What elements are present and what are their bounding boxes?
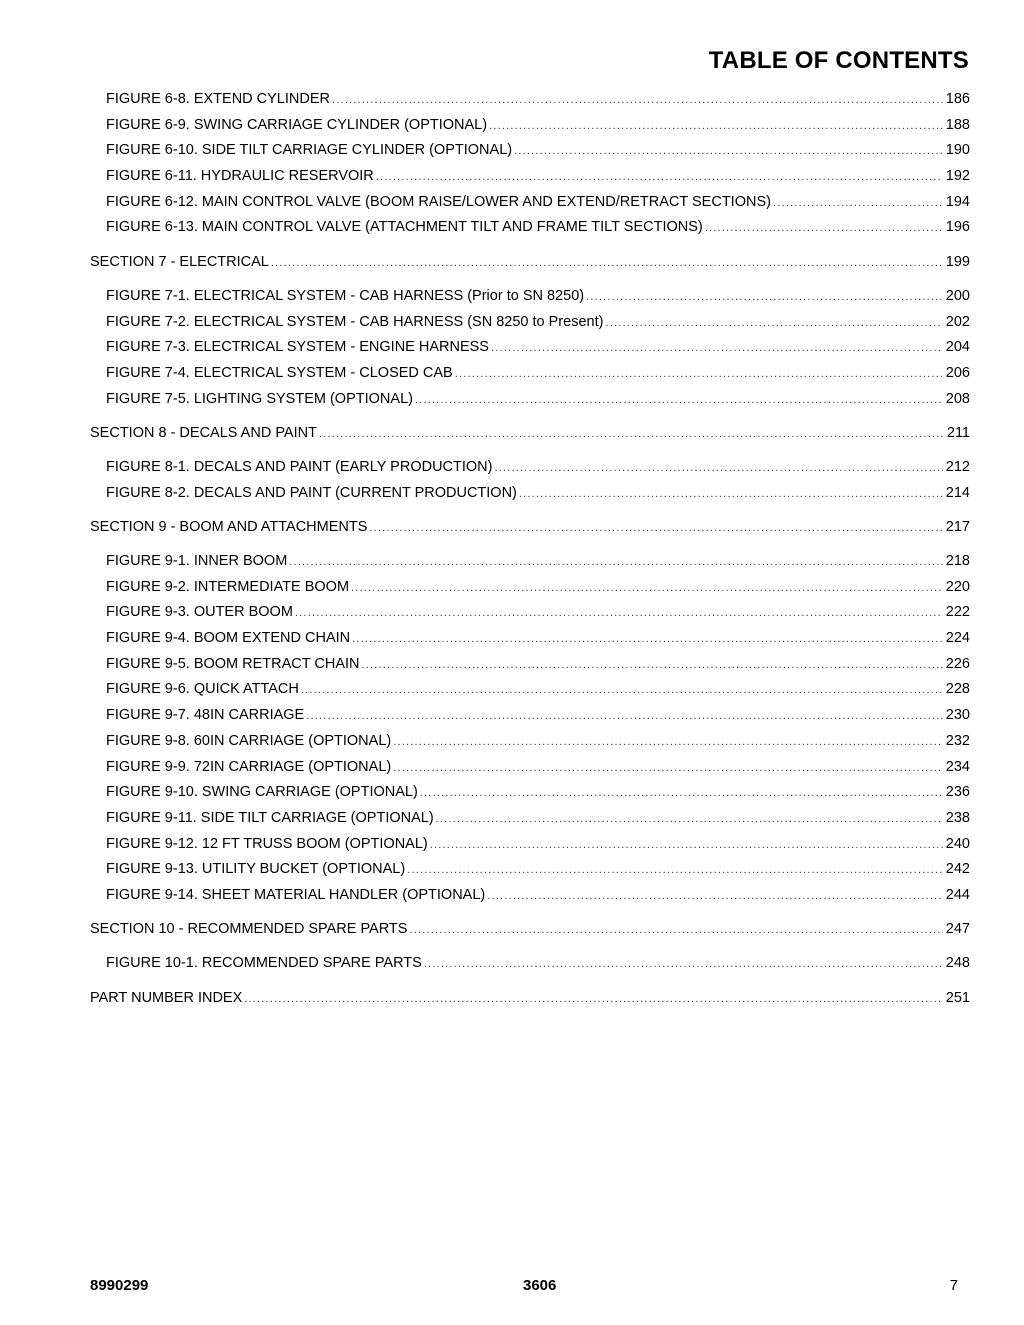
toc-section-entry[interactable] [90, 250, 970, 276]
toc-entry-label: FIGURE 9-3. OUTER BOOM [106, 604, 293, 621]
toc-entry-page: 202 [945, 313, 970, 330]
dot-leader [393, 756, 943, 782]
toc-entry-label: FIGURE 9-7. 48IN CARRIAGE [106, 707, 305, 724]
toc-entry-page: 186 [945, 91, 970, 107]
toc-entry-page: 251 [945, 989, 970, 1006]
toc-entry-label: FIGURE 6-8. EXTEND CYLINDER [106, 91, 330, 107]
toc-entry-page: 217 [945, 518, 970, 535]
toc-entry-label: FIGURE 9-10. SWING CARRIAGE (OPTIONAL) [106, 784, 418, 801]
toc-figure-entry[interactable] [90, 481, 970, 507]
footer-center-code: 3606 [523, 1277, 557, 1294]
dot-leader [352, 627, 943, 653]
toc-entry-label: FIGURE 7-5. LIGHTING SYSTEM (OPTIONAL) [106, 390, 413, 407]
toc-entry-page: 242 [945, 861, 970, 878]
toc-entry-label: FIGURE 8-1. DECALS AND PAINT (EARLY PRODUCTION) [106, 458, 493, 475]
toc-entry-label: FIGURE 9-13. UTILITY BUCKET (OPTIONAL) [106, 861, 406, 878]
dot-leader [376, 165, 943, 191]
toc-entry-page: 190 [945, 142, 970, 159]
toc-figure-entry[interactable] [90, 335, 970, 361]
dot-leader [319, 422, 944, 448]
dot-leader [455, 362, 943, 388]
toc-entry-page: 226 [945, 655, 970, 672]
toc-entry-page: 238 [945, 809, 970, 826]
dot-leader [773, 191, 943, 217]
toc-entry-label: FIGURE 10-1. RECOMMENDED SPARE PARTS [106, 955, 422, 972]
toc-entry-page: 222 [945, 604, 970, 621]
toc-figure-entry[interactable] [90, 190, 970, 216]
toc-entry-label: FIGURE 9-14. SHEET MATERIAL HANDLER (OPTIONAL) [106, 886, 486, 903]
dot-leader [332, 88, 943, 114]
toc-section-entry[interactable] [90, 421, 970, 447]
toc-figure-entry[interactable] [90, 832, 970, 858]
toc-entry-label: SECTION 10 - RECOMMENDED SPARE PARTS [90, 921, 408, 938]
dot-leader [295, 601, 943, 627]
toc-entry-label: PART NUMBER INDEX [90, 989, 243, 1006]
dot-leader [362, 653, 943, 679]
toc-entry-label: FIGURE 9-6. QUICK ATTACH [106, 681, 299, 698]
dot-leader [586, 285, 943, 311]
dot-leader [514, 139, 943, 165]
toc-figure-entry[interactable] [90, 755, 970, 781]
toc-figure-entry[interactable] [90, 361, 970, 387]
toc-figure-entry[interactable] [90, 780, 970, 806]
toc-entry-label: FIGURE 9-9. 72IN CARRIAGE (OPTIONAL) [106, 758, 392, 775]
toc-entry-page: 196 [945, 219, 970, 236]
dot-leader [289, 550, 943, 576]
toc-entry-page: 206 [945, 364, 970, 381]
toc-entry-label: FIGURE 6-10. SIDE TILT CARRIAGE CYLINDER (OPTIONAL) [106, 142, 513, 159]
toc-entry-page: 194 [945, 193, 970, 210]
dot-leader [705, 216, 943, 242]
toc-figure-entry[interactable] [90, 164, 970, 190]
dot-leader [244, 987, 943, 1013]
table-of-contents [90, 87, 970, 1011]
toc-figure-entry[interactable] [90, 455, 970, 481]
toc-figure-entry[interactable] [90, 951, 970, 977]
toc-entry-label: FIGURE 9-2. INTERMEDIATE BOOM [106, 578, 350, 595]
toc-figure-entry[interactable] [90, 729, 970, 755]
toc-entry-page: 212 [945, 458, 970, 475]
toc-entry-page: 211 [946, 424, 970, 441]
toc-entry-label: FIGURE 8-2. DECALS AND PAINT (CURRENT PRODUCTION) [106, 484, 517, 501]
toc-entry-label: FIGURE 7-1. ELECTRICAL SYSTEM - CAB HARNESS (Prior to SN 8250) [106, 287, 585, 304]
toc-section-entry[interactable] [90, 917, 970, 943]
toc-figure-entry[interactable] [90, 626, 970, 652]
toc-entry-page: 247 [945, 921, 970, 938]
toc-entry-page: 240 [945, 835, 970, 852]
toc-entry-label: FIGURE 9-11. SIDE TILT CARRIAGE (OPTIONAL) [106, 809, 434, 826]
dot-leader [351, 576, 943, 602]
toc-entry-page: 214 [945, 484, 970, 501]
toc-entry-label: FIGURE 9-8. 60IN CARRIAGE (OPTIONAL) [106, 732, 392, 749]
toc-entry-label: FIGURE 6-11. HYDRAULIC RESERVOIR [106, 168, 374, 185]
toc-entry-label: SECTION 9 - BOOM AND ATTACHMENTS [90, 518, 368, 535]
toc-entry-page: 200 [945, 287, 970, 304]
toc-figure-entry[interactable] [90, 113, 970, 139]
toc-section-entry[interactable] [90, 986, 970, 1012]
toc-entry-label: FIGURE 7-3. ELECTRICAL SYSTEM - ENGINE HARNESS [106, 339, 489, 356]
toc-figure-entry[interactable] [90, 703, 970, 729]
toc-entry-label: FIGURE 7-4. ELECTRICAL SYSTEM - CLOSED CAB [106, 364, 453, 381]
dot-leader [407, 858, 943, 884]
dot-leader [605, 311, 942, 337]
dot-leader [409, 918, 942, 944]
toc-entry-page: 244 [945, 886, 970, 903]
toc-figure-entry[interactable] [90, 87, 970, 113]
dot-leader [271, 251, 943, 277]
toc-entry-page: 204 [945, 339, 970, 356]
dot-leader [393, 730, 943, 756]
toc-figure-entry[interactable] [90, 284, 970, 310]
toc-figure-entry[interactable] [90, 857, 970, 883]
dot-leader [306, 704, 943, 730]
toc-entry-label: FIGURE 9-12. 12 FT TRUSS BOOM (OPTIONAL) [106, 835, 428, 852]
dot-leader [430, 833, 943, 859]
dot-leader [436, 807, 943, 833]
dot-leader [519, 482, 943, 508]
dot-leader [487, 884, 943, 910]
toc-figure-entry[interactable] [90, 677, 970, 703]
toc-entry-label: SECTION 8 - DECALS AND PAINT [90, 424, 317, 441]
toc-entry-page: 234 [945, 758, 970, 775]
toc-entry-page: 220 [945, 578, 970, 595]
toc-entry-page: 218 [945, 553, 970, 569]
toc-figure-entry[interactable] [90, 138, 970, 164]
footer-page-number: 7 [949, 1277, 958, 1294]
toc-entry-page: 199 [945, 253, 970, 270]
dot-leader [369, 516, 942, 542]
toc-entry-label: FIGURE 9-4. BOOM EXTEND CHAIN [106, 630, 351, 647]
dot-leader [420, 781, 943, 807]
dot-leader [489, 114, 943, 140]
toc-entry-label: FIGURE 6-9. SWING CARRIAGE CYLINDER (OPTIONAL) [106, 116, 488, 133]
toc-figure-entry[interactable] [90, 549, 970, 575]
toc-figure-entry[interactable] [90, 806, 970, 832]
toc-entry-label: FIGURE 6-12. MAIN CONTROL VALVE (BOOM RAISE/LOWER AND EXTEND/RETRACT SECTIONS) [106, 193, 771, 210]
toc-entry-label: FIGURE 6-13. MAIN CONTROL VALVE (ATTACHMENT TILT AND FRAME TILT SECTIONS) [106, 219, 703, 236]
toc-entry-page: 230 [945, 707, 970, 724]
toc-figure-entry[interactable] [90, 310, 970, 336]
toc-entry-label: FIGURE 9-5. BOOM RETRACT CHAIN [106, 655, 360, 672]
toc-entry-page: 188 [945, 116, 970, 133]
toc-entry-page: 228 [945, 681, 970, 698]
toc-entry-label: FIGURE 9-1. INNER BOOM [106, 553, 288, 569]
dot-leader [494, 456, 942, 482]
toc-entry-page: 192 [945, 168, 970, 185]
toc-entry-label: SECTION 7 - ELECTRICAL [90, 253, 269, 270]
toc-figure-entry[interactable] [90, 652, 970, 678]
toc-entry-page: 248 [945, 955, 970, 972]
toc-section-entry[interactable] [90, 515, 970, 541]
dot-leader [491, 336, 943, 362]
toc-figure-entry[interactable] [90, 387, 970, 413]
toc-entry-page: 232 [945, 732, 970, 749]
dot-leader [301, 678, 943, 704]
toc-entry-page: 208 [945, 390, 970, 407]
dot-leader [424, 952, 943, 978]
page-title: TABLE OF CONTENTS [708, 47, 969, 74]
dot-leader [415, 388, 943, 414]
toc-entry-page: 236 [945, 784, 970, 801]
toc-figure-entry[interactable] [90, 215, 970, 241]
toc-figure-entry[interactable] [90, 883, 970, 909]
footer-document-number: 8990299 [90, 1277, 149, 1294]
toc-figure-entry[interactable] [90, 575, 970, 601]
toc-entry-label: FIGURE 7-2. ELECTRICAL SYSTEM - CAB HARNESS (SN 8250 to Present) [106, 313, 604, 330]
toc-entry-page: 224 [945, 630, 970, 647]
toc-figure-entry[interactable] [90, 600, 970, 626]
